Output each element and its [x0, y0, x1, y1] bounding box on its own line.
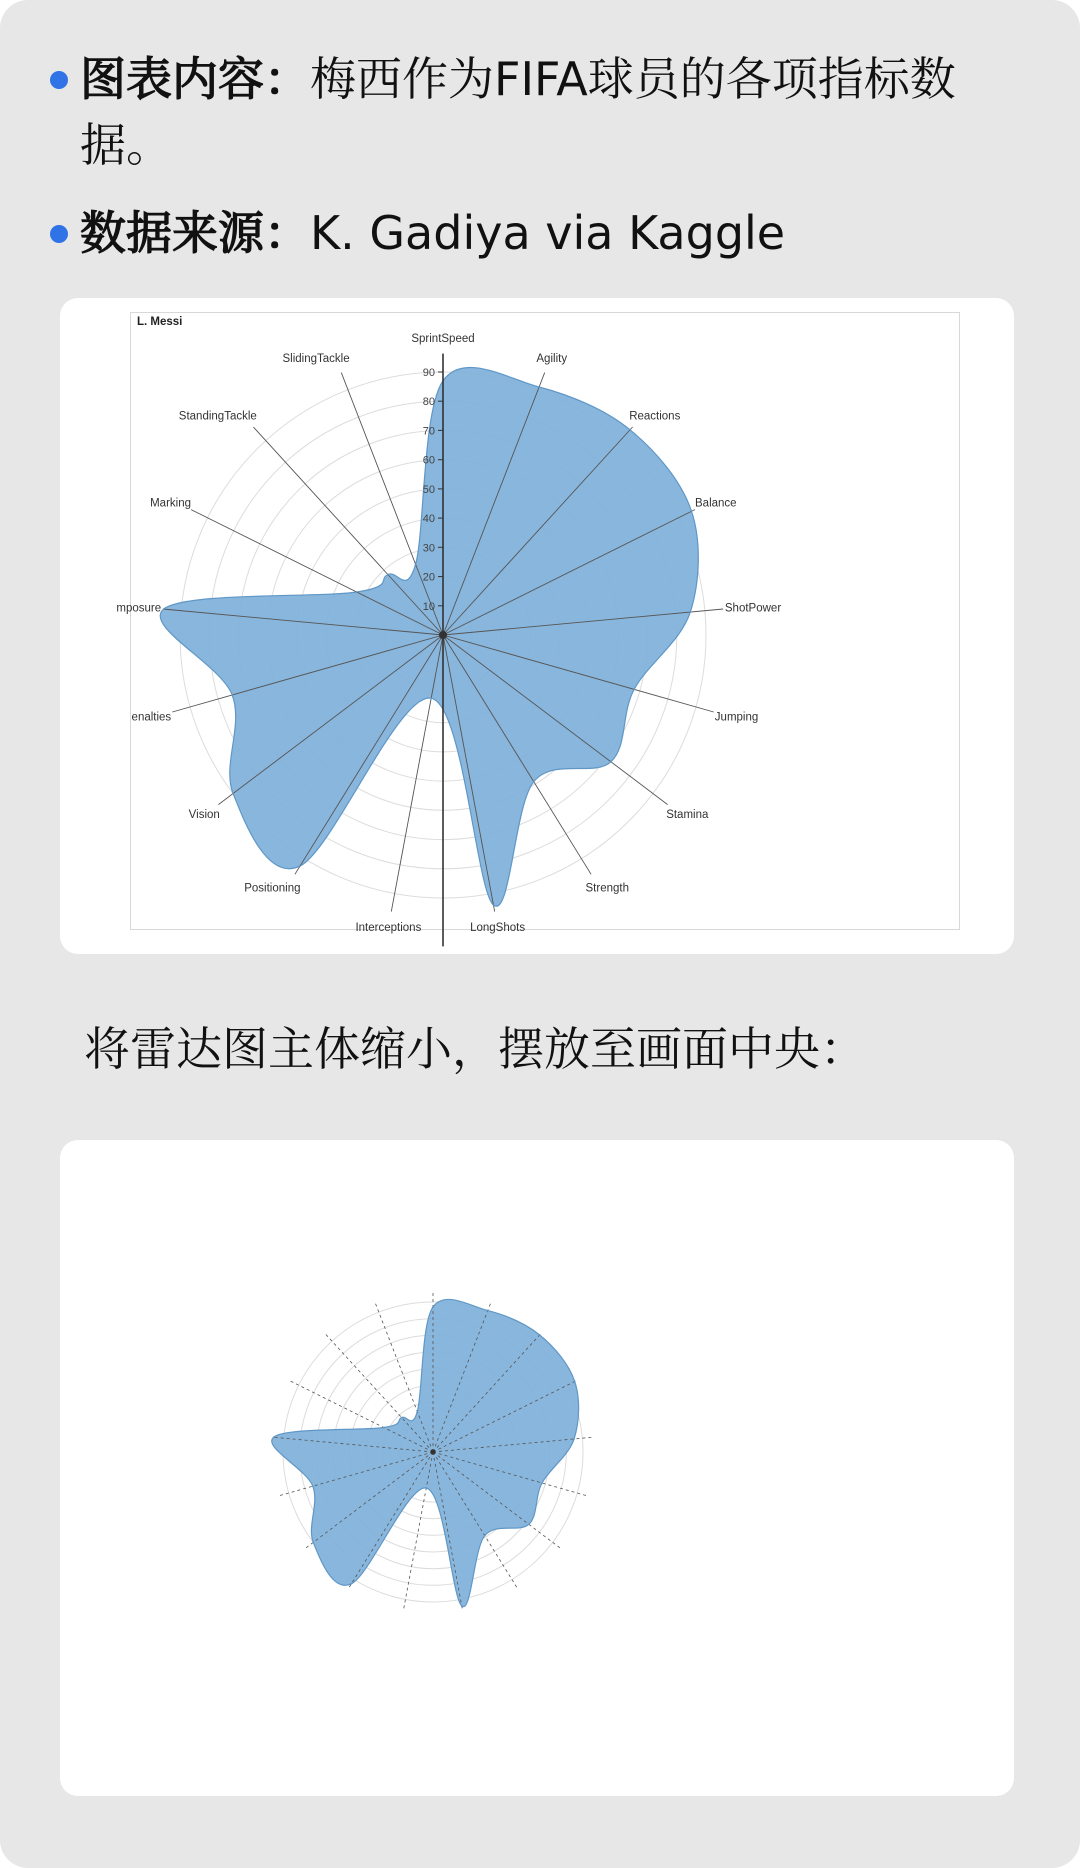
axis-tick-label: 40	[422, 513, 435, 526]
bullet-text: 梅西作为FIFA球员的各项指标数据。	[80, 52, 956, 172]
axis-label-slidingtackle: SlidingTackle	[282, 352, 350, 365]
data-point-balance	[691, 511, 693, 513]
axis-label-jumping: Jumping	[714, 711, 759, 724]
axis-tick-label: 90	[422, 367, 435, 379]
bullet-label: 图表内容：	[80, 52, 310, 106]
data-point-composure	[273, 1436, 275, 1438]
scaled-chart-card	[60, 1140, 1014, 1796]
radar-chart-svg	[116, 313, 961, 935]
radar-area-messi	[272, 1299, 579, 1606]
data-point-stamina	[610, 761, 612, 763]
data-point-penalties	[231, 694, 233, 696]
data-point-strength	[533, 781, 535, 783]
axis-label-balance: Balance	[695, 497, 737, 510]
axis-tick-label: 80	[422, 396, 435, 409]
bullet-dot-icon	[50, 225, 68, 243]
data-point-agility	[538, 386, 540, 388]
axis-label-vision: Vision	[188, 809, 220, 822]
bullet-dot-icon	[50, 71, 68, 89]
data-point-positioning	[351, 1583, 353, 1585]
axis-label-stamina: Stamina	[666, 809, 709, 822]
data-point-vision	[313, 1542, 315, 1544]
bullet-text-block	[80, 200, 1040, 266]
axis-label-positioning: Positioning	[244, 882, 301, 895]
chart-title: L. Messi	[137, 316, 183, 328]
data-point-reactions	[539, 1334, 541, 1336]
axis-label-agility: Agility	[536, 352, 568, 365]
data-point-slidingtackle	[417, 1411, 419, 1413]
data-point-standingtackle	[401, 1417, 403, 1419]
data-point-balance	[574, 1381, 576, 1383]
axis-label-reactions: Reactions	[629, 410, 681, 423]
data-point-penalties	[312, 1485, 314, 1487]
data-point-marking	[383, 1427, 385, 1429]
radar-chart-original	[116, 312, 960, 935]
data-point-jumping	[541, 1482, 543, 1484]
axis-label-standingtackle: StandingTackle	[178, 410, 257, 423]
data-point-agility	[487, 1310, 489, 1312]
axis-tick-label: 30	[422, 542, 435, 555]
data-point-slidingtackle	[415, 563, 417, 565]
data-point-marking	[356, 591, 358, 593]
data-point-sprintspeed	[432, 1306, 434, 1308]
data-point-composure	[163, 608, 165, 610]
bullet-text-block	[80, 46, 1040, 178]
axis-label-strength: Strength	[585, 882, 629, 895]
data-point-interceptions	[430, 697, 432, 699]
data-point-vision	[232, 793, 234, 795]
axis-label-marking: Marking	[150, 497, 191, 510]
original-chart-card	[60, 298, 1014, 954]
axis-tick-label: 60	[422, 454, 435, 467]
axis-label-penalties: enalties	[131, 711, 172, 724]
radar-chart-scaled	[60, 1140, 1014, 1796]
radar-center	[431, 1450, 436, 1455]
axis-tick-label: 70	[422, 425, 435, 438]
axis-tick-label: 10	[422, 600, 435, 613]
data-point-longshots	[493, 904, 495, 906]
data-point-stamina	[528, 1524, 530, 1526]
bullet-text: K. Gadiya via Kaggle	[310, 206, 786, 260]
caption-text: 将雷达图主体缩小，摆放至画面中央：	[84, 1022, 866, 1076]
data-point-interceptions	[426, 1487, 428, 1489]
axis-label-sprintspeed: SprintSpeed	[411, 332, 475, 345]
axis-label-interceptions: Interceptions	[355, 922, 422, 935]
radar-chart-svg-scaled	[60, 1140, 1014, 1796]
data-point-jumping	[633, 689, 635, 691]
data-point-reactions	[629, 429, 631, 431]
data-point-longshots	[461, 1605, 463, 1607]
data-point-shotpower	[690, 611, 692, 613]
bullet-label: 数据来源：	[80, 206, 310, 260]
axis-label-shotpower: ShotPower	[724, 602, 782, 615]
axis-tick-label: 20	[422, 571, 435, 584]
data-point-positioning	[299, 865, 301, 867]
data-point-standingtackle	[387, 574, 389, 576]
data-point-shotpower	[573, 1438, 575, 1440]
radar-area-messi	[160, 367, 698, 906]
data-point-strength	[484, 1535, 486, 1537]
axis-label-composure: mposure	[116, 602, 162, 615]
axis-label-longshots: LongShots	[470, 922, 526, 935]
axis-tick-label: 50	[422, 483, 435, 496]
